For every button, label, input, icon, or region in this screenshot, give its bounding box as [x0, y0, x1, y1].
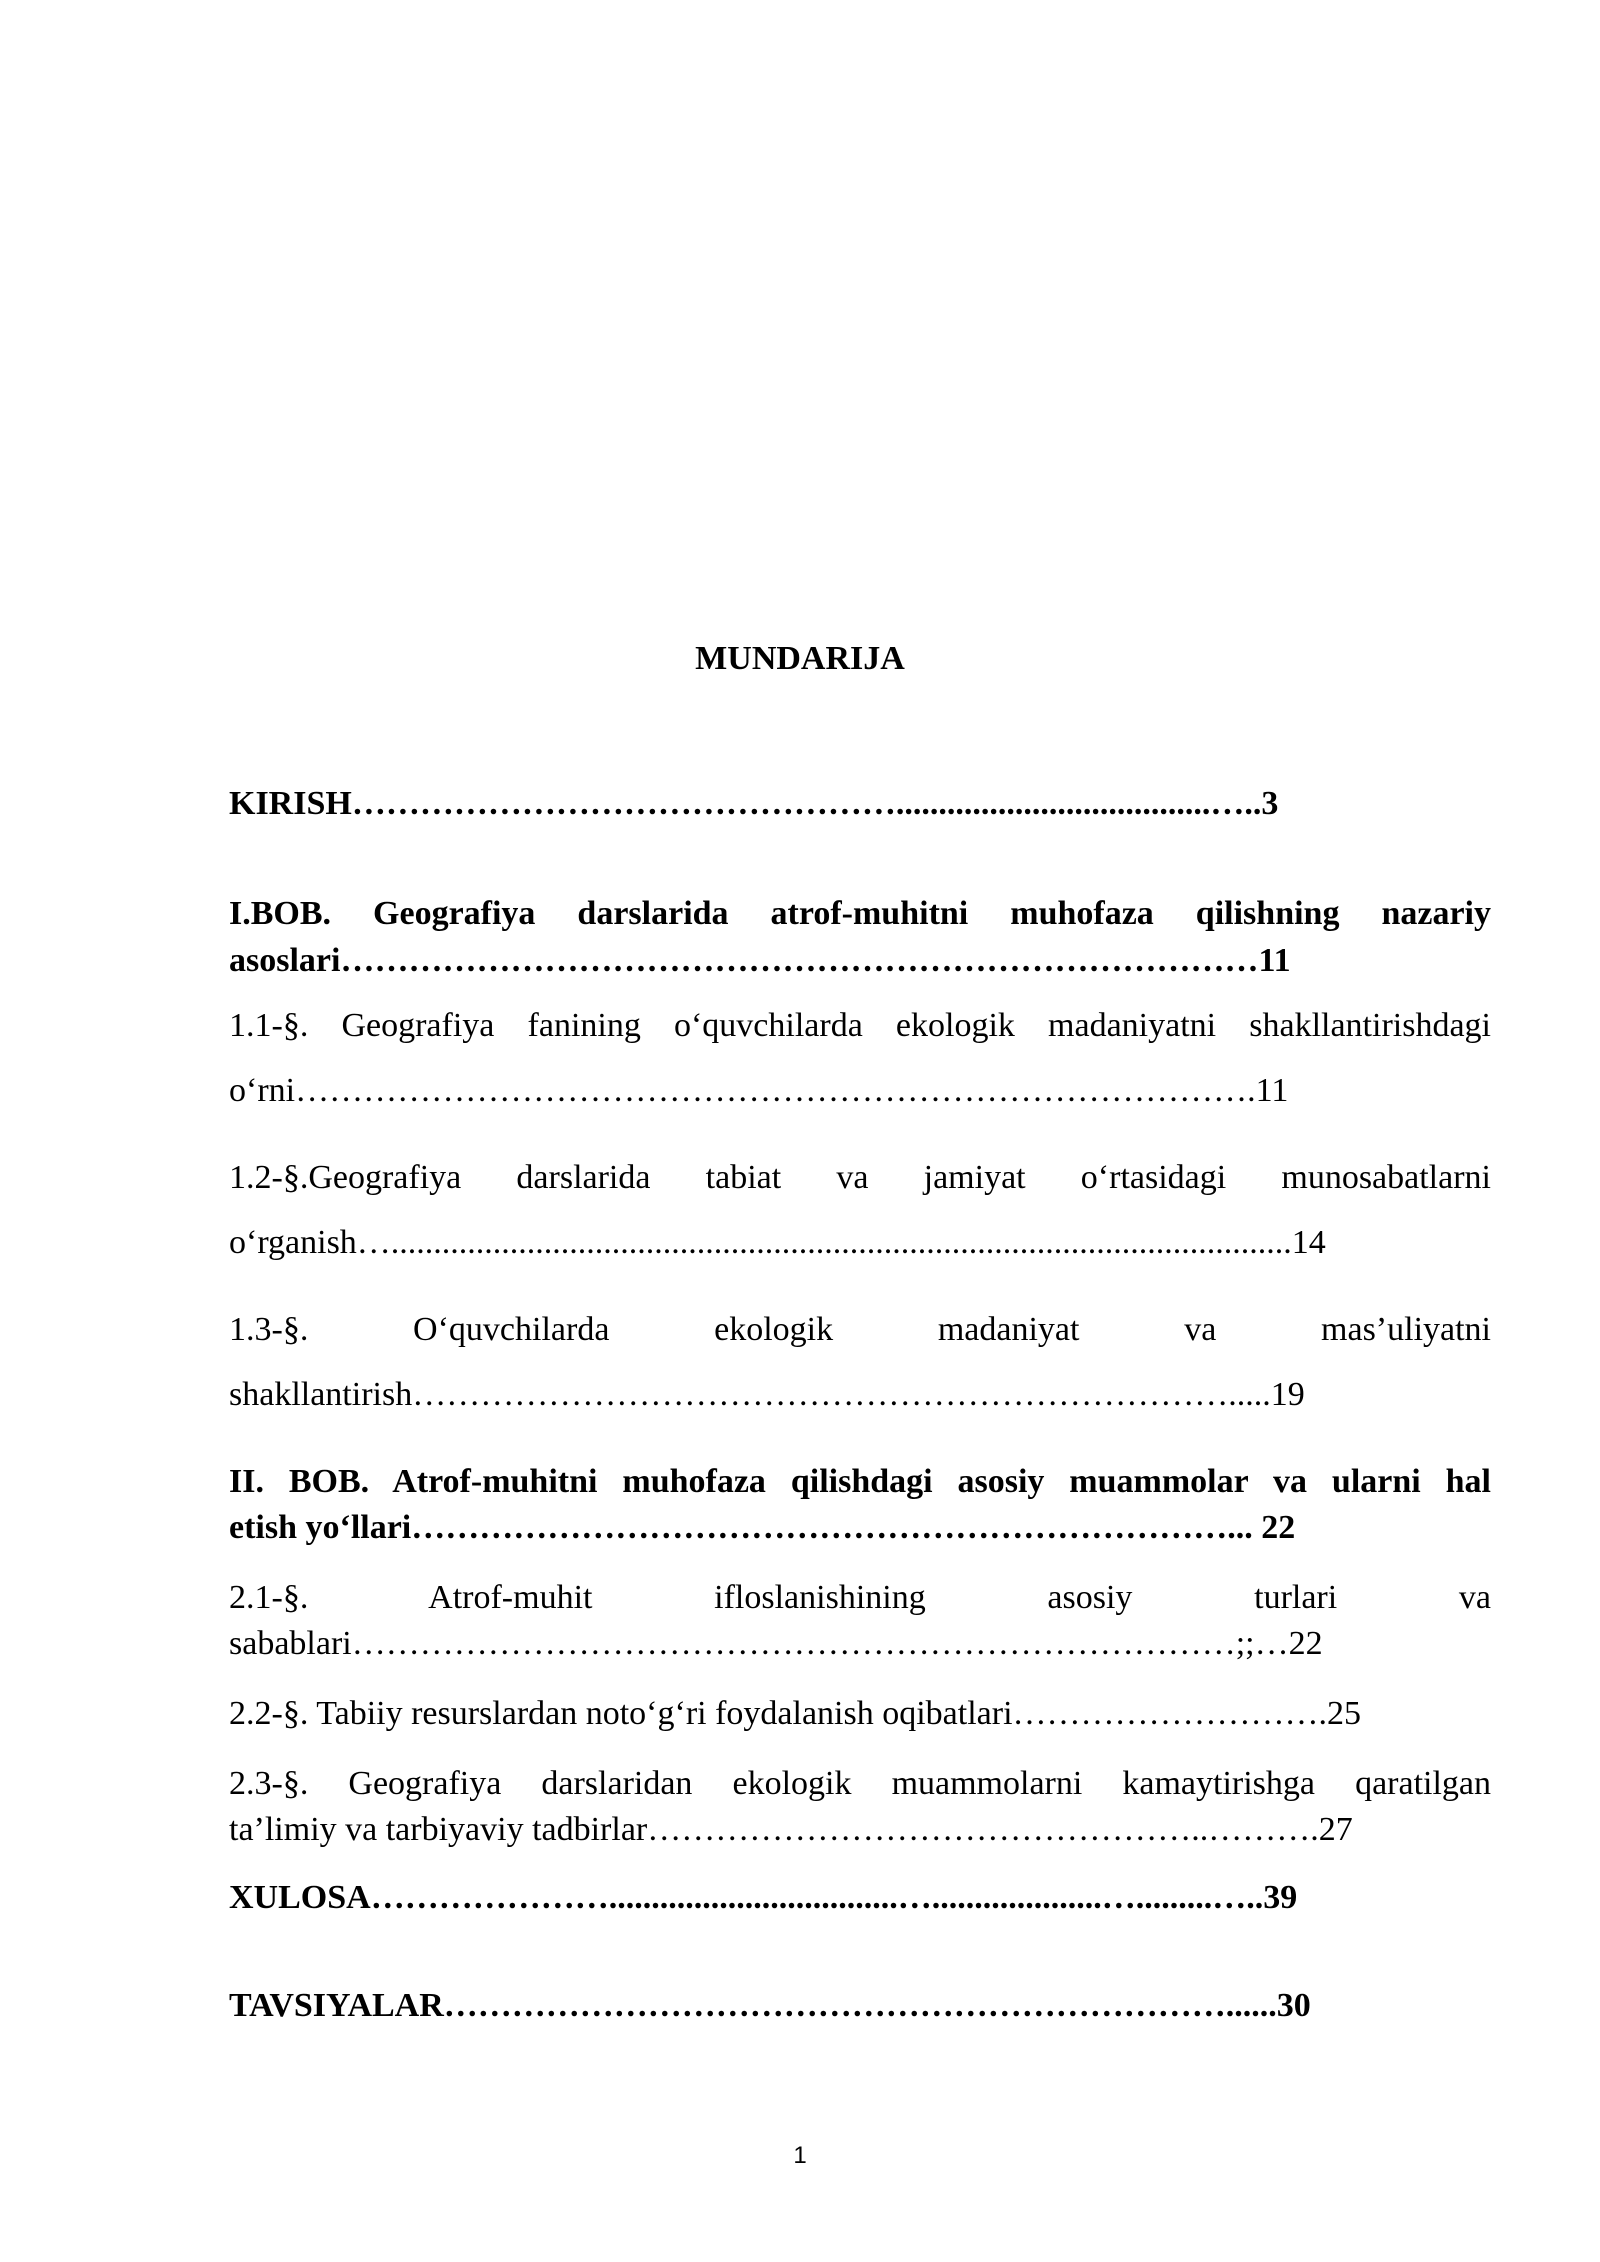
toc-entry-xulosa: XULOSA…………………..................................…....................….........…..39 — [229, 1879, 1298, 1916]
toc-entry-tavsiyalar: TAVSIYALAR……………………………………………………………......30 — [229, 1987, 1311, 2024]
toc-entry-2-2: 2.2-§. Tabiiy resurslardan noto‘g‘ri foydalanish oqibatlari……………………….25 — [229, 1695, 1362, 1732]
toc-entry-kirish: KIRISH………………………………………….....................................…..3 — [229, 785, 1279, 822]
page-title: MUNDARIJA — [695, 640, 905, 677]
toc-entry-2-1-cont: sabablari……………………………………………………………………;;…22 — [229, 1625, 1323, 1662]
toc-entry-2-3: 2.3-§. Geografiya darslaridan ekologik muammolarni kamaytirishga qaratilgan — [229, 1765, 1491, 1802]
page-number: 1 — [793, 2142, 807, 2169]
toc-entry-chapter-2-cont: etish yo‘llari………………………………………………………………... 22 — [229, 1509, 1296, 1546]
toc-entry-1-1-cont: o‘rni………………………………………………………………………….11 — [229, 1072, 1289, 1109]
toc-entry-1-2-cont: o‘rganish…..........................................................................................................14 — [229, 1224, 1326, 1261]
toc-entry-1-1: 1.1-§. Geografiya fanining o‘quvchilarda ekologik madaniyatni shakllantirishdagi — [229, 1007, 1491, 1044]
toc-entry-1-3-cont: shakllantirish……………………………………………………………….....19 — [229, 1376, 1305, 1413]
toc-entry-2-3-cont: ta’limiy va tarbiyaviy tadbirlar…………………………………………..……….27 — [229, 1811, 1353, 1848]
toc-entry-1-3: 1.3-§. O‘quvchilarda ekologik madaniyat va mas’uliyatni — [229, 1311, 1491, 1348]
toc-entry-chapter-2: II. BOB. Atrof-muhitni muhofaza qilishdagi asosiy muammolar va ularni hal — [229, 1463, 1491, 1500]
toc-entry-2-1: 2.1-§. Atrof-muhit ifloslanishining asosiy turlari va — [229, 1579, 1491, 1616]
toc-entry-chapter-1-cont: asoslari………………………………………………………………………11 — [229, 942, 1291, 979]
toc-entry-chapter-1: I.BOB. Geografiya darslarida atrof-muhitni muhofaza qilishning nazariy — [229, 895, 1491, 932]
toc-entry-1-2: 1.2-§.Geografiya darslarida tabiat va jamiyat o‘rtasidagi munosabatlarni — [229, 1159, 1491, 1196]
